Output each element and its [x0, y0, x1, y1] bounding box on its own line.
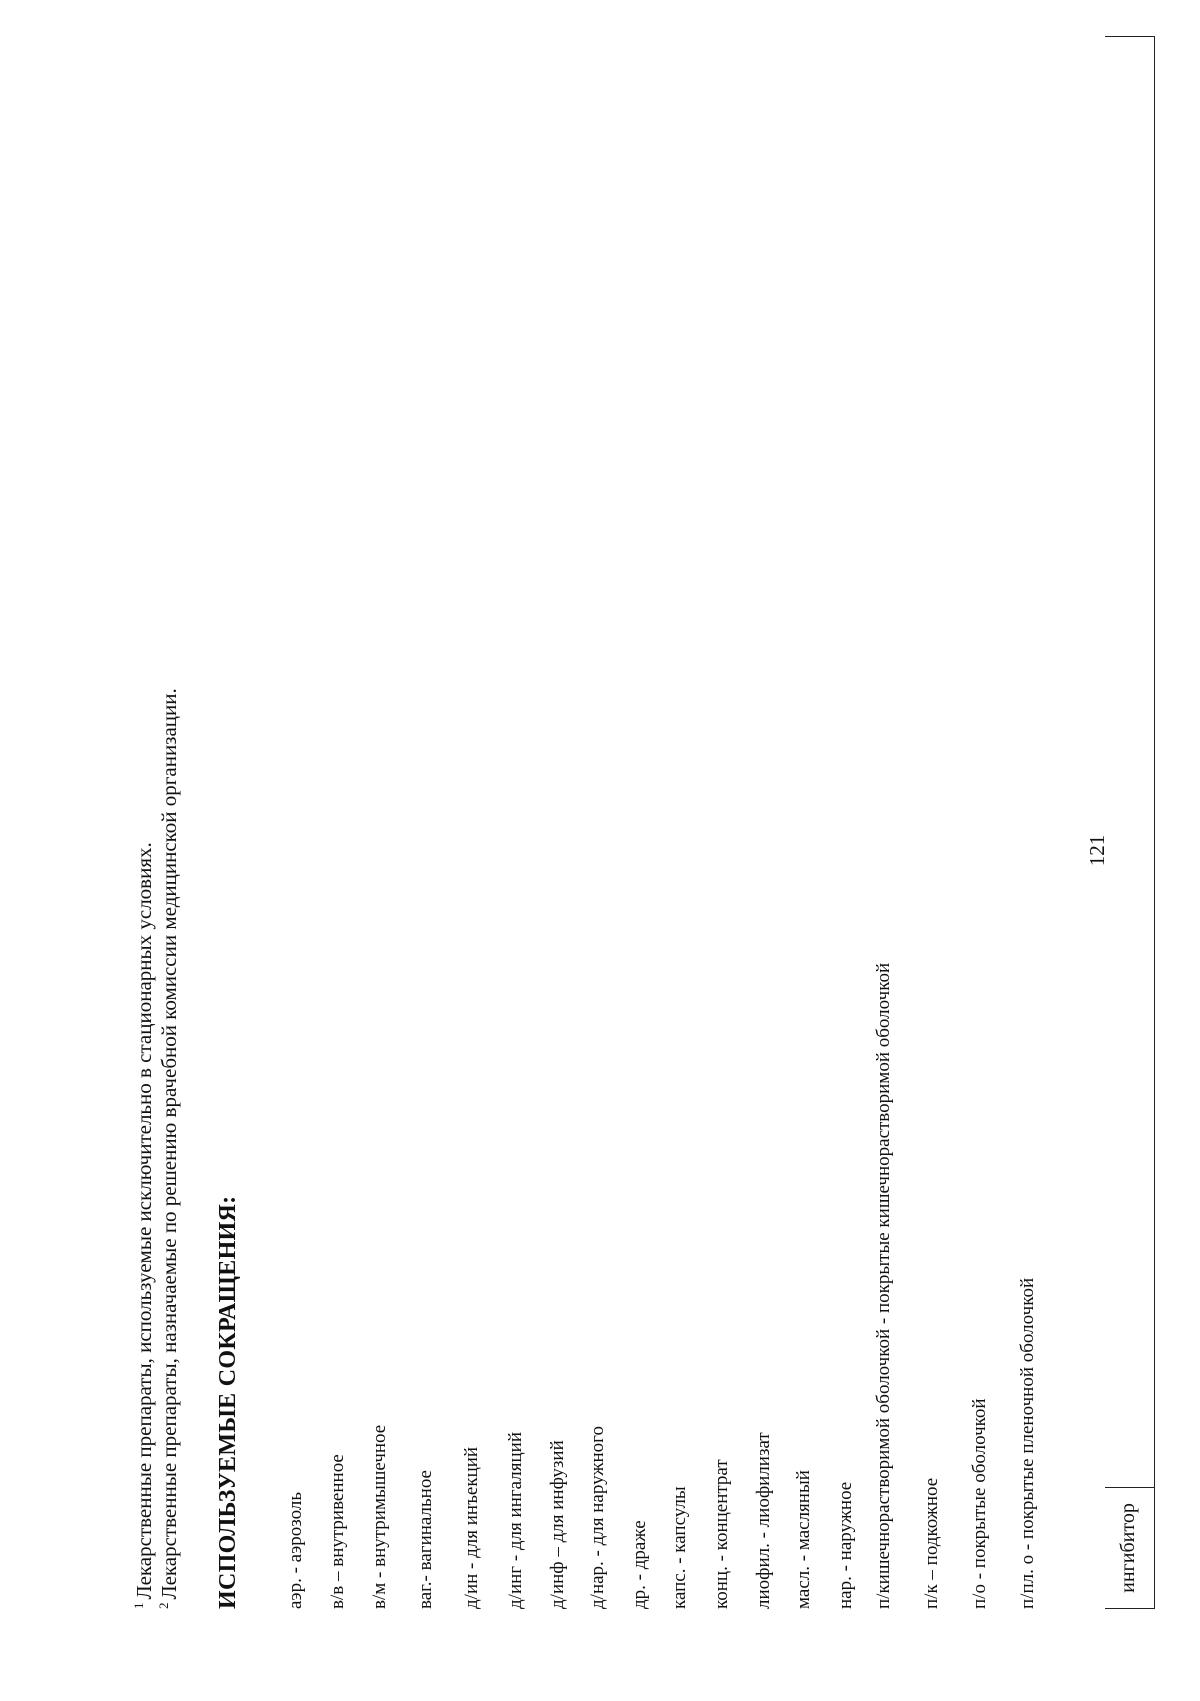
abbreviation-item: капс. - капсулы — [669, 1486, 690, 1609]
abbreviation-item: п/о - покрытые оболочкой — [969, 1398, 990, 1609]
footnote-2 — [157, 109, 182, 1609]
footnote-1 — [132, 109, 157, 1609]
table-cell-text: ингибитор — [1117, 1503, 1139, 1593]
abbreviation-item: п/к – подкожное — [921, 1477, 942, 1609]
abbreviation-item: д/нар. - для наружного — [587, 1426, 608, 1609]
abbreviation-item: д/инф – для инфузий — [547, 1440, 568, 1609]
abbreviation-item: д/инг - для ингаляций — [505, 1432, 526, 1609]
abbreviation-item: лиофил. - лиофилизат — [753, 1432, 774, 1609]
abbreviation-item: др. - драже — [629, 1520, 650, 1609]
abbreviation-item: п/пл. о - покрытые пленочной оболочкой — [1017, 1277, 1038, 1609]
footnote-mark: 2 — [156, 1602, 171, 1609]
abbreviation-item: п/кишечнорастворимой оболочкой - покрытые кишечнорастворимой оболочкой — [873, 962, 894, 1609]
abbreviations-heading: ИСПОЛЬЗУЕМЫЕ СОКРАЩЕНИЯ: — [215, 1195, 241, 1609]
footnote-mark: 1 — [131, 1602, 146, 1609]
abbreviation-item: нар. - наружное — [835, 1481, 856, 1609]
abbreviation-item: конц. - концентрат — [711, 1459, 732, 1609]
footnote-text: Лекарственные препараты, используемые исключительно в стационарных условиях. — [132, 842, 156, 1600]
abbreviation-item: аэр. - аэрозоль — [285, 1491, 306, 1609]
page-number-text: 121 — [1085, 834, 1109, 867]
abbreviation-item: масл. - масляный — [793, 1470, 814, 1609]
footnote-text: Лекарственные препараты, назначаемые по решению врачебной комиссии медицинской организации. — [157, 688, 181, 1600]
footnotes — [132, 109, 182, 1609]
abbreviation-item: ваг.- вагинальное — [415, 1470, 436, 1609]
abbreviation-item: в/м - внутримышечное — [369, 1424, 390, 1609]
abbreviation-item: д/ин - для инъекций — [461, 1446, 482, 1609]
abbreviation-item: в/в – внутривенное — [327, 1454, 348, 1609]
table-fragment-upper — [1108, 36, 1155, 1609]
